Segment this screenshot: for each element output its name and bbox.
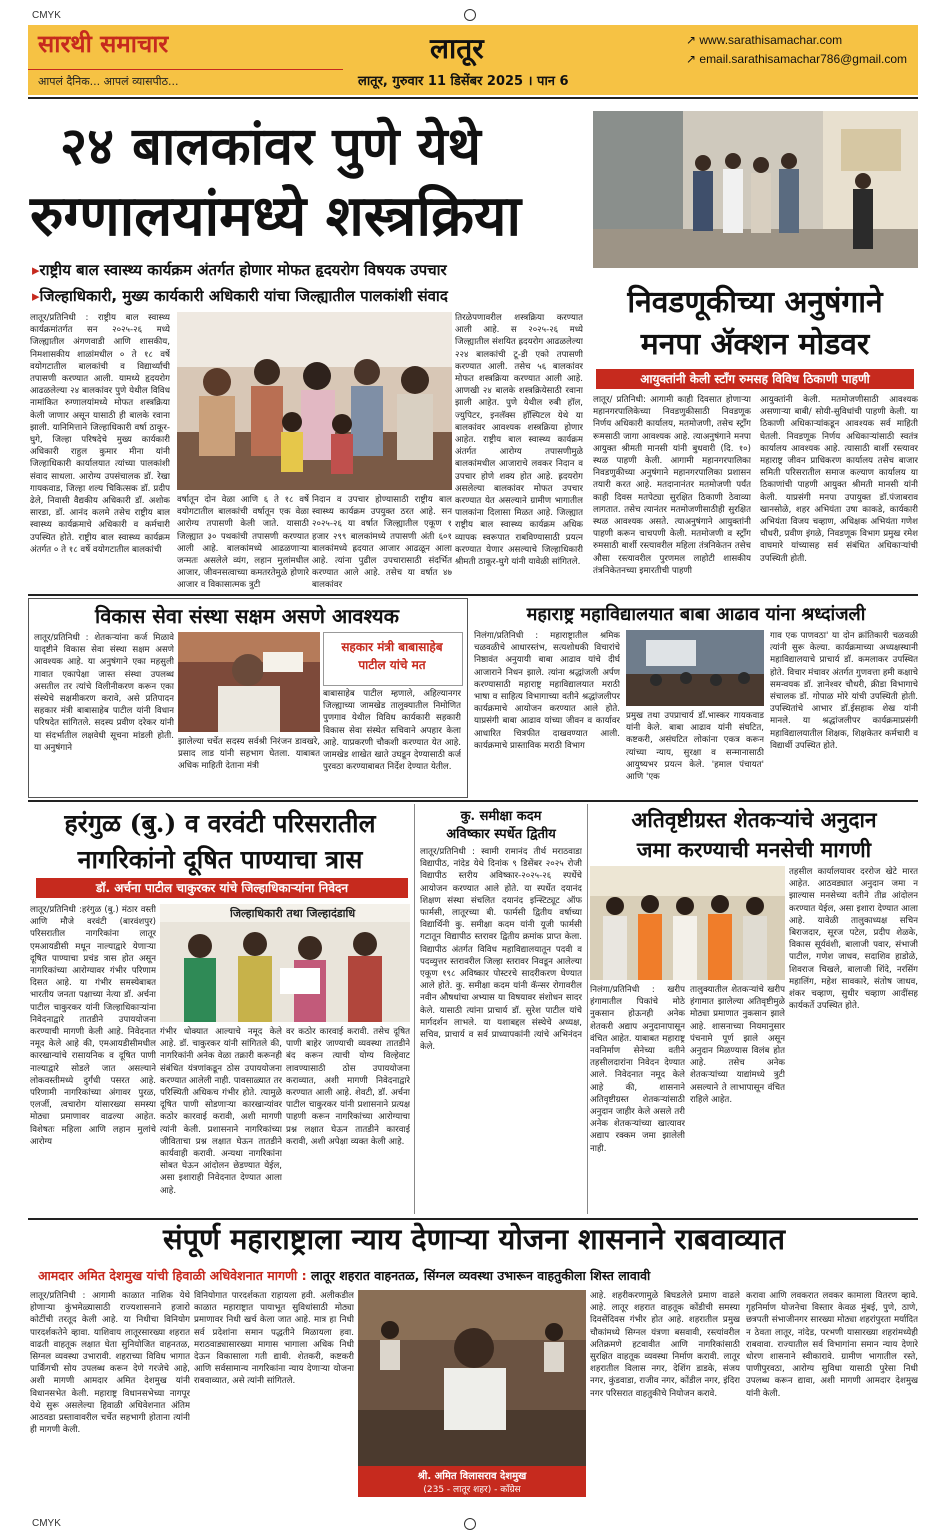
hargul-photo-svg	[160, 904, 410, 1022]
adhav-photo-svg	[626, 630, 764, 706]
hargul-photo	[160, 904, 410, 1022]
ativrushti-column-1: निलंगा/प्रतिनिधी : खरीप हंगामातील पिकांचे मोठे नुकसान होऊनही अनेक शेतकरी अद्याप अनुदानापासून वंचित आहेत. याबाबत महाराष्ट्र नवनिर्माण सेनेच्या वतीने तहसीलदारांना निवेदन देण्यात आले. निवेदनात नमूद केले आहे की, शासनाने अतिवृष्टीग्रस्त शेतकऱ्यांसाठी अनुदान जाहीर केले असले तरी अनेक शेतकऱ्यांच्या खात्यावर अद्याप रक्कम जमा झालेली नाही.	[590, 985, 685, 1154]
email-link[interactable]: email.sarathisamachar786@gmail.com	[699, 52, 907, 66]
adhav-column-2: प्रमुख तथा उपप्राचार्य डॉ.भास्कर गायकवाड यांनी केले. बाबा आढाव यांनी संघटित, कष्टकरी, असंघटित लोकांना एकत्र करून त्यांच्या न्याय, सुरक्षा व सन्मानासाठी आयुष्यभर प्रयत्न केले. 'हमाल पंचायत' आणि 'एक	[626, 711, 764, 783]
hargul-column-1: लातूर/प्रतिनिधी :हरंगुळ (बु.) मंठार वस्ती आणि मौजे वरवंटी (बारवंशपुर) परिसरातील नागरिकांना लातूर एमआयडीसी मधून नाल्याद्वारे येणाऱ्या दूषित पाण्याचा प्रचंड त्रास होत असून नागरिकांच्या आरोग्यावर गंभीर परिणाम दिसत आहे. या गंभीर समस्येबाबत भारतीय जनता पक्षाच्या नेत्या डॉ. अर्चना पाटील चाकुरकर यांनी जिल्हाधिकाऱ्यांना निवेदनाद्वारे तातडीने उपाययोजना करण्याची मागणी केली आहे. निवेदनात नमूद केले आहे की, एमआयडीसीमधील कारखान्यांचे रासायनिक व दूषित पाणी नाल्याद्वारे सोडले जात असल्याने लोकवस्तीमध्ये दुर्गंधी पसरत आहे. परिणामी नागरिकांच्या अंगावर पुरळ, एलर्जी, त्वचारोग यांसारख्या समस्या मोठ्या प्रमाणावर वाढल्या आहेत. विशेषतः महिला आणि लहान मुलांचे आरोग्य	[30, 905, 156, 1147]
vikas-photo	[178, 632, 320, 732]
lead-headline-line2: रुग्णालयांमध्ये शस्त्रक्रिया	[30, 183, 521, 249]
lead-column-2: वर्षातून दोन वेळा आणि ६ ते १८ वर्षे वयोगटातील बालकांची वर्षातून एक वेळा आरोग्य तपासणी केली जाते. यासाठी जिल्ह्यात ३० पथकांची तपासणी करण्यात आली आहे. बालकांमध्ये आढळणाऱ्या जन्मतः असलेले व्यंग, लहान मुलांमधील आजार, जीवनसत्वाच्या कमतरतेमुळे होणारे आजार व विकासात्मक त्रुटी	[177, 495, 309, 590]
masthead	[28, 25, 918, 95]
ativrushti-photo	[590, 866, 785, 980]
lead-column-4: तिरळेपणावरील शस्त्रक्रिया करण्यात आली आहे. स २०२५-२६ मध्ये जिल्ह्यातील संशयित ह्रदयरोग आढळलेल्या २२४ बालकांची टू-डी एको तपासणी करण्यात आली. तसेच ५६ बालकांवर मोफत शस्त्रक्रिया करण्यात आली आहे. आणखी २४ बालके शस्त्रक्रियेसाठी रवाना झाली आहेत. पुणे येथील रुबी हॉल, ज्युपिटर, इनलॅक्स हॉस्पिटल येथे या बालकांवर आवश्यक शस्त्रक्रिया होणार आहेत. राष्ट्रीय बाल स्वास्थ्य कार्यक्रम अंतर्गत आरोग्य तपासणीमुळे बालकांमधील आजाराचे लवकर निदान व उपचार होणे शक्य होत आहे. ह्रदयरोग असलेल्या बालकांवर मोफत उपचार करण्यात येत असल्याने ग्रामीण भागातील पालकांना दिलासा मिळत आहे. जिल्ह्यात राष्ट्रीय बाल स्वास्थ्य कार्यक्रम अधिक व्यापक स्वरूपात राबविण्यासाठी प्रयत्न करण्यात येणार असल्याचे जिल्हाधिकारी श्रीमती ठाकूर-घुगे यांनी यावेळी सांगितले.	[455, 313, 583, 568]
dateline: लातूर, गुरुवार 11 डिसेंबर 2025 । पान 6	[358, 74, 569, 89]
section-rule-3	[28, 1218, 918, 1220]
registration-mark-top	[464, 9, 476, 21]
lead-headline-line1: २४ बालकांवर पुणे येथे	[60, 116, 481, 177]
hargul-headline-line2: नागरिकांनो दूषित पाण्याचा त्रास	[77, 845, 363, 874]
hargul-subhead: डॉ. अर्चना पाटील चाकुरकर यांचे जिल्हाधिकाऱ्यांना निवेदन	[36, 878, 408, 898]
nyay-column-4: करावा आणि लवकरात लवकर कामाला वितरण व्हावे. गृहनिर्माण योजनेचा विस्तार केवळ मुंबई, पुणे, ठाणे, छत्रपती संभाजीनगर सारख्या मोठ्या शहरांपुरता मर्यादित न ठेवता लातूर, नांदेड, परभणी यासारख्या शहरांमध्येही राबवावा. राज्यातील सर्व विभागांना समान न्याय देणारे धोरण शासनाने स्वीकारावे. ग्रामीण भागातील रस्ते, पाणीपुरवठा, आरोग्य सुविधा यासाठी पुरेसा निधी उपलब्ध करून द्यावा, अशी मागणी आमदार देशमुख यांनी केली.	[746, 1291, 918, 1399]
brand-name: सारथी समाचार	[38, 29, 169, 58]
vikas-quote: सहकार मंत्री बाबासाहेब पाटील यांचे मत	[341, 640, 443, 672]
website-text[interactable]	[686, 33, 842, 47]
samiksha-column-1: लातूर/प्रतिनिधी : स्वामी रामानंद तीर्थ मराठवाडा विद्यापीठ, नांदेड येथे दिनांक ९ डिसेंबर २०२५ रोजी विद्यापीठ स्तरीय अविष्कार-२०२५-२६ स्पर्धेचे आयोजन करण्यात आले होते. या स्पर्धेत दयानंद शिक्षण संस्था संचलित दयानंद इन्स्टिट्यूट ऑफ फार्मसी, लातूरच्या बी. फार्मसी द्वितीय वर्षाच्या विद्यार्थिनी कु. समीक्षा कदम यांनी यूजी फार्मसी गटातून विद्यापीठ स्तरावर द्वितीय क्रमांक प्राप्त केला. विद्यापीठ अंतर्गत विविध महाविद्यालयातून पदवी व पदव्युत्तर स्तरावरील जिल्हा स्तरावर निवडून आलेल्या एकूण १९८ अविष्कार पोस्टरचे सादरीकरण घेण्यात आले होते. कु. समीक्षा कदम यांनी कॅन्सर रोगावरील नवीन औषधांचा अभ्यास या विषयावर संशोधन सादर केले. यासाठी त्यांना प्राचार्य डॉ. सुरेश पाटील यांचे मार्गदर्शन लाभले. या यशाबद्दल संस्थेचे अध्यक्ष, सचिव, प्राचार्य व सर्व प्राध्यापकांनी त्यांचे अभिनंदन केले.	[420, 847, 582, 1053]
adhav-column-3: गाव एक पाणवठा' या दोन क्रांतिकारी चळवळी त्यांनी सुरू केल्या. कार्यक्रमाच्या अध्यक्षस्थानी महाविद्यालयाचे प्राचार्य डॉ. कमलाकर उपस्थित होते. विचार मंचावर अंतर्गत गुणवत्ता हमी कक्षाचे समन्वयक डॉ. ज्ञानेश्वर चौधरी, क्रीडा विभागाचे संचालक डॉ. गोपाळ मोरे यांची उपस्थिती होती. उपस्थितांचे आभार डॉ.ईसहाक शेख यांनी मानले. या श्रद्धांजलीपर कार्यक्रमाप्रसंगी महाविद्यालयातील शिक्षक, शिक्षकेतर कर्मचारी व विद्यार्थी उपस्थित होते.	[770, 631, 918, 751]
nyay-headline: संपूर्ण महाराष्ट्राला न्याय देणाऱ्या योजना शासनाने राबवाव्यात	[162, 1222, 786, 1256]
edition-name: लातूर	[430, 32, 484, 65]
nyay-column-1: लातूर/प्रतिनिधी : आगामी काळात नाशिक येथे होणाऱ्या कुंभमेळ्यासाठी राज्यशासनाने हजारो कोटींची तरतूद केली आहे. या निधीचा विनियोग पारदर्शकतेने व्हावा. याशिवाय लातूरसारख्या शहरात वाढती वाहतूक लक्षात घेता सुनियोजित वाहनतळ, सिग्नल व्यवस्था उभारावी. शहराच्या विविध भागात पार्किंगची सोय उपलब्ध करून देणे गरजेचे आहे, अशी मागणी आमदार अमित देशमुख यांनी विधानसभेत केली. महाराष्ट्र विधानसभेच्या नागपूर येथे सुरू असलेल्या हिवाळी अधिवेशनात अंतिम आठवडा प्रस्तावावरील चर्चेत सहभागी होताना त्यांनी ही मागणी केली.	[30, 1291, 190, 1436]
samiksha-headline-line2: अविष्कार स्पर्धेत द्वितीय	[446, 827, 556, 842]
column-rule-1	[414, 804, 415, 1214]
nyay-caption-name: श्री. अमित विलासराव देशमुख	[417, 1471, 527, 1482]
vikas-column-1: लातूर/प्रतिनिधी : शेतकऱ्यांना कर्ज मिळावे यादृष्टीने विकास सेवा संस्था सक्षम असणे आवश्यक आहे. या अनुषंगाने एका महसुली गावात एकापेक्षा जास्त संस्था उपलब्ध असतील तर त्यांचे विलीनीकरण करून एका संस्थेचे सक्षमीकरण करावे, असे प्रतिपादन सहकार मंत्री बाबासाहेब पाटील यांनी विधान परिषदेत सांगितले. सदस्य प्रवीण दरेकर यांनी या संदर्भातील लक्षवेधी सूचना मांडली होती. या अनुषंगाने	[34, 633, 174, 753]
lead-photo-svg	[177, 312, 452, 490]
ativrushti-headline-line2: जमा करण्याची मनसेची मागणी	[636, 837, 872, 862]
section-rule-1	[28, 594, 918, 596]
hargul-photo-sign-text: जिल्हाधिकारी तथा जिल्हादंडाधि	[230, 907, 356, 920]
cmyk-mark-top: CMYK	[32, 10, 61, 21]
ativrushti-column-3: तहसील कार्यालयावर दररोज खेटे मारत आहेत. आठवड्यात अनुदान जमा न झाल्यास मनसेच्या वतीने तीव्र आंदोलन करण्यात येईल, असा इशारा देण्यात आला आहे. यावेळी तालुकाध्यक्ष सचिन बिराजदार, सूरज पटेल, प्रदीप शेळके, विकास सूर्यवंशी, बालाजी पवार, संभाजी पाटील, गणेश जाधव, सदाशिव हाडोळे, शिवराज चिखले, बालाजी शिंदे, नरसिंग महालिंग, महेश सावकारे, संतोष जाधव, शंकर चव्हाण, सुधीर चव्हाण आदींसह कार्यकर्ते उपस्थित होते.	[789, 867, 918, 1012]
election-column-1: लातूर/ प्रतिनिधी: आगामी काही दिवसात होणाऱ्या महानगरपालिकेच्या निवडणुकीसाठी निवडणूक निर्णय अधिकारी कार्यालय, मतमोजणी, तसेच स्ट्राँग रूमसाठी जागा आवश्यक आहे. त्याअनुषंगाने मनपा आयुक्त श्रीमती मानसी यांनी बुधवारी (दि. १०) स्थळ पाहणी केली. आगामी महानगरपालिका निवडणुकीच्या अनुषंगाने महानगरपालिका प्रशासन तयारी करत आहे. मतदानानंतर मतमोजणी पर्यंत काही दिवस मतपेट्या सुरक्षित ठिकाणी ठेवाव्या लागतात. तसेच त्यानंतर मतमोजणीसाठीही सुरक्षित स्थळ आवश्यक असते. त्याअनुषंगाने आयुक्तांनी पाहणी करून चाचपणी केली. मतमोजणी व स्ट्राँग रुमसाठी बार्शी रस्त्यावरील महिला तंत्रनिकेतन तसेच औसा रस्त्यावरील पुरणमल लाहोटी शासकीय तंत्रनिकेतनच्या इमारतीची पाहणी	[593, 395, 751, 576]
adhav-photo	[626, 630, 764, 706]
election-subhead: आयुक्तांनी केली स्टाँग रुमसह विविध ठिकाणी पाहणी	[596, 369, 914, 389]
nyay-subhead-red: आमदार अमित देशमुख यांची हिवाळी अधिवेशनात मागणी :	[38, 1268, 307, 1283]
tagline: आपलं दैनिक... आपलं व्यासपीठ...	[38, 75, 179, 88]
election-photo	[593, 111, 918, 268]
mail-arrow-icon: ↗	[686, 52, 700, 66]
hargul-headline-line1: हरंगुळ (बु.) व वरवंटी परिसरातील	[64, 809, 376, 838]
adhav-headline: महाराष्ट्र महाविद्यालयात बाबा आढाव यांना श्रध्दांजली	[526, 604, 866, 625]
adhav-column-1: निलंगा/प्रतिनिधी : महाराष्ट्रातील श्रमिक चळवळीचे आधारस्तंभ, सत्यशोधकी विचारांचे निष्ठावंत अनुयायी बाबा आढाव यांचे दीर्घ आजाराने निधन झाले. त्यांना श्रद्धांजली अर्पण करण्यासाठी महाराष्ट्र महाविद्यालयात मराठी भाषा व साहित्य विभागाच्या वतीने श्रद्धांजलीपर कार्यक्रमाचे आयोजन करण्यात आले होते. याप्रसंगी बाबा आढाव यांच्या जीवन व कार्यावर आधारित चित्रफीत दाखवण्यात आली. कार्यक्रमाचे प्रास्ताविक मराठी विभाग	[474, 631, 620, 751]
nyay-subhead-black: लातूर शहरात वाहनतळ, सिंग्नल व्यवस्था उभारून वाहतुकीला शिस्त लावावी	[311, 1268, 651, 1283]
nyay-caption-party: (235 - लातूर शहर) - काँग्रेस	[423, 1485, 521, 1495]
nyay-photo-svg	[358, 1290, 586, 1466]
section-rule-2	[28, 800, 918, 802]
vikas-photo-svg	[178, 632, 320, 732]
lead-bullet-1: ▸ राष्ट्रीय बाल स्वास्थ्य कार्यक्रम अंतर्गत होणार मोफत हृदयरोग विषयक उपचार	[32, 260, 447, 280]
samiksha-headline-line1: कु. समीक्षा कदम	[460, 809, 542, 824]
election-headline-line2: मनपा ॲक्शन मोडवर	[640, 327, 870, 362]
web-arrow-icon: ↗	[686, 33, 700, 47]
vikas-headline: विकास सेवा संस्था सक्षम असणे आवश्यक	[95, 604, 399, 628]
ativrushti-headline-line1: अतिवृष्टीग्रस्त शेतकऱ्यांचे अनुदान	[631, 807, 877, 832]
ativrushti-column-2: तालुक्यातील शेतकऱ्यांचे खरीप हंगामात झालेल्या अतिवृष्टीमुळे मोठ्या प्रमाणात नुकसान झाले आहे. शासनाच्या नियमानुसार पंचनामे पूर्ण झाले असून अनुदान मिळण्यास विलंब होत आहे. तसेच अनेक शेतकऱ्यांच्या याद्यांमध्ये त्रुटी असल्याने ते लाभापासून वंचित राहिले आहेत.	[690, 985, 785, 1105]
vikas-column-3: बाबासाहेब पाटील म्हणाले, अहिल्यानगर जिल्ह्याच्या जामखेड तालुक्यातील निमोणित पुणगाव येथील विविध कार्यकारी सहकारी विकास सेवा संस्थेत सचिवाने अपहार केला आहे. याप्रकरणी चौकशी करण्यात येत आहे. जामखेड शाखेत खाते उघडून देण्यासाठी कर्ज पुरवठा करण्याबाबत निर्देश देण्यात येतील.	[323, 689, 461, 773]
lead-photo-children	[177, 312, 452, 490]
nyay-photo	[358, 1290, 586, 1466]
election-column-2: आयुक्तांनी केली. मतमोजणीसाठी आवश्यक असणाऱ्या बाबी/ सोयी-सुविधांची पाहणी केली. या ठिकाणी अधिकाऱ्यांकडून आवश्यक सर्व माहिती घेतली. निवडणूक निर्णय अधिकाऱ्यांसाठी स्वतंत्र कार्यालय आवश्यक आहे. त्यासाठी बार्शी रस्त्यावर महाराष्ट्र जीवन प्राधिकरण कार्यालय तसेच बाजार समिती परिसरातील समाज कल्याण कार्यालय या ठिकाणांची पाहणी आयुक्त श्रीमती मानसी यांनी केली. याप्रसंगी मनपा उपायुक्त डॉ.पंजाबराव खानसोळे, शहर अभियंता उषा काकडे, कार्यकारी अभियंता विजय चव्हाण, अधिक्षक अभियंता गणेश चौधरी, प्रवीण इंगळे, निवडणूक विभाग प्रमुख रमेश वाघमारे यांच्यासह सर्व संबंधित अधिकाऱ्यांची उपस्थिती होती.	[760, 395, 918, 564]
nyay-subhead	[38, 1267, 918, 1284]
nyay-photo-caption	[358, 1466, 586, 1497]
election-headline-line1: निवडणूकीच्या अनुषंगाने	[627, 285, 883, 320]
nyay-column-2: विनियोगात पारदर्शकता राहायला हवी. अलीकडील काळात महाराष्ट्रात पायाभूत सुविधांसाठी मोठ्या प्रमाणावर निधी खर्च केला जात आहे. मात्र हा निधी सर्व प्रदेशांना समान पद्धतीने मिळायला हवा. मराठवाड्यासारख्या मागास भागाला अधिक निधी देऊन विकासाला गती द्यावी. शेतकरी, कष्टकरी आणि सर्वसामान्य नागरिकांना न्याय देणाऱ्या योजना राबवाव्यात, असे त्यांनी सांगितले.	[194, 1291, 354, 1387]
hargul-column-2: गंभीर धोक्यात आल्याचे नमूद केले आहे. डॉ. चाकुरकर यांनी सांगितले की, नागरिकांनी अनेक वेळा तक्रारी करूनही संबंधित यंत्रणांकडून ठोस उपाययोजना करण्यात आलेली नाही. पावसाळ्यात तर परिस्थिती अधिकच गंभीर होते. त्यामुळे दूषित पाणी सोडणाऱ्या कारखान्यांवर कठोर कारवाई करावी, अशी मागणी त्यांनी केली. प्रशासनाने नागरिकांच्या जीविताचा प्रश्न लक्षात घेऊन तातडीने कार्यवाही करावी. अन्यथा नागरिकांना सोबत घेऊन आंदोलन छेडण्यात येईल, असा इशाराही निवेदनात देण्यात आला आहे.	[160, 1027, 282, 1196]
lead-column-1: लातूर/प्रतिनिधी : राष्ट्रीय बाल स्वास्थ्य कार्यक्रमांतर्गत सन २०२५-२६ मध्ये जिल्ह्यातील अंगणवाडी आणि शासकीय, निमशासकीय शाळांमधील ० ते १८ वर्षे वयोगटातील बालकांची व विद्यार्थ्यांची तपासणी करण्यात आली. यामध्ये हृदयरोग आढळलेल्या २४ बालकांवर पुणे येथील विविध नामांकित रुग्णालयांमध्ये मोफत शस्त्रक्रिया केली जाणार असून यासाठी ही बालके रवाना झाली. यानिमित्ताने जिल्हाधिकारी वर्षा ठाकूर-घुगे, जिल्हा परिषदेचे मुख्य कार्यकारी अधिकारी राहुल कुमार मीना यांनी जिल्हाधिकारी कार्यालयात त्यांच्या पालकांशी संवाद साधला. आरोग्य उपसंचालक डॉ. रेखा गायकवाड, जिल्हा शल्य चिकित्सक डॉ. प्रदीप ढेले, निवासी वैद्यकीय अधिकारी डॉ. अशोक सारडा, डॉ. आनंद कलमे तसेच राष्ट्रीय बाल स्वास्थ्य कार्यक्रमाचे अधिकारी व कर्मचारी उपस्थित होते. राष्ट्रीय बाल स्वास्थ्य कार्यक्रम अंतर्गत ० ते १८ वर्षे वयोगटातील बालकांची	[30, 313, 170, 555]
column-rule-2	[587, 804, 588, 1214]
cmyk-mark-bottom: CMYK	[32, 1518, 61, 1529]
lead-bullet-2: ▸ जिल्हाधिकारी, मुख्य कार्यकारी अधिकारी यांचा जिल्ह्यातील पालकांशी संवाद	[32, 286, 448, 306]
masthead-rule	[28, 97, 918, 99]
vikas-column-2: झालेल्या चर्चेत सदस्य सर्वश्री निरंजन डावखरे, प्रसाद लाड यांनी सहभाग घेतला. याबाबत अधिक माहिती देताना मंत्री	[178, 737, 320, 772]
email-text[interactable]	[686, 52, 907, 66]
election-photo-svg	[593, 111, 918, 268]
lead-column-3: निदान व उपचार होण्यासाठी राष्ट्रीय बाल स्वास्थ्य कार्यक्रम उपयुक्त ठरत आहे. सन २०२५-२६ या वर्षात जिल्ह्यातील एकूण १ हजार २९९ बालकांमध्ये तपासणी अंती ६०१ बालकांमध्ये ह्रदयात आजार आढळून आला आहे. त्यांना पुढील उपचारासाठी संदर्भित करण्यात आले आहे. तसेच या वर्षात ४७ बालकांवर	[312, 495, 452, 590]
registration-mark-bottom	[464, 1518, 476, 1530]
brand-divider	[28, 69, 343, 70]
hargul-column-3: वर कठोर कारवाई करावी. तसेच दूषित पाणी बाहेर जाण्याची व्यवस्था तातडीने बंद करून त्याची योग्य विल्हेवाट लावण्यासाठी ठोस उपाययोजना कराव्यात, अशी मागणी निवेदनाद्वारे करण्यात आली आहे. शेवटी, डॉ. अर्चना पाटील चाकुरकर यांनी प्रशासनाने प्रत्यक्ष पाहणी करून नागरिकांच्या आरोग्याचा प्रश्न लक्षात घेऊन तातडीने कारवाई करावी, अशी अपेक्षा व्यक्त केली आहे.	[286, 1027, 410, 1147]
website-link[interactable]: www.sarathisamachar.com	[699, 33, 843, 47]
ativrushti-photo-svg	[590, 866, 785, 980]
nyay-column-3: आहे. शहरीकरणामुळे बिघडलेले प्रमाण वाढले आहे. लातूर शहरात वाहतूक कोंडीची समस्या दिवसेंदिवस गंभीर होत आहे. शहरातील प्रमुख चौकांमध्ये सिग्नल यंत्रणा बसवावी, रस्त्यांवरील अतिक्रमणे हटवावीत आणि नागरिकांसाठी सुरक्षित वाहतूक व्यवस्था निर्माण करावी. लातूर शहरातील विलास नगर, देशिंग डाडके, संजय नगर, कुंडवाडा, राजीव नगर, कोंडील नगर, इंदिरा नगर परिसरात वाहतुकीचे नियोजन करावे.	[590, 1291, 740, 1399]
